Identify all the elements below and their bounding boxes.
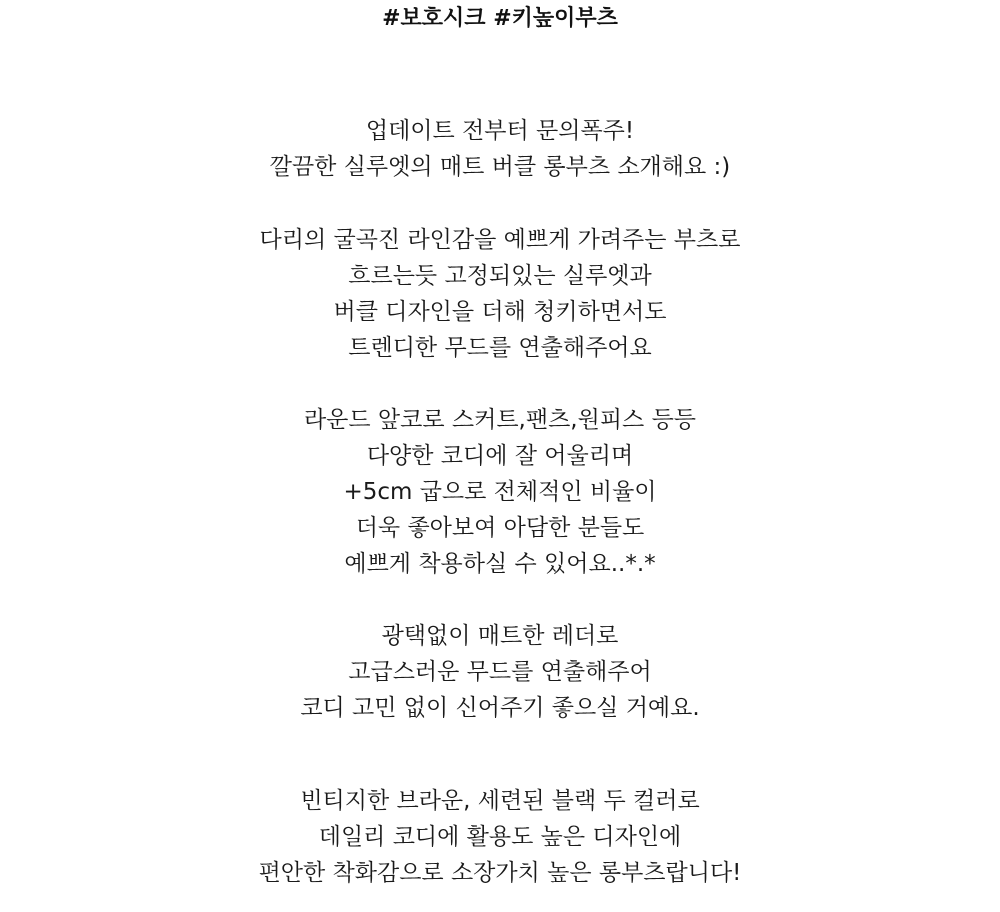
text-line: 코디 고민 없이 신어주기 좋으실 거예요. [300, 695, 700, 721]
paragraph-5 [0, 783, 1000, 891]
text-line: 업데이트 전부터 문의폭주! [365, 118, 635, 144]
text-line: +5cm 굽으로 전체적인 비율이 [343, 479, 657, 505]
text-line: 트렌디한 무드를 연출해주어요 [348, 335, 652, 361]
text-line: 고급스러운 무드를 연출해주어 [348, 659, 652, 685]
paragraph-4 [0, 618, 1000, 726]
text-line: 예쁘게 착용하실 수 있어요..*.* [344, 551, 656, 577]
text-line: 다양한 코디에 잘 어울리며 [366, 443, 634, 469]
text-line: 데일리 코디에 활용도 높은 디자인에 [318, 824, 682, 850]
text-line: 버클 디자인을 더해 청키하면서도 [333, 299, 667, 325]
text-line: 광택없이 매트한 레더로 [381, 623, 619, 649]
text-line: 빈티지한 브라운, 세련된 블랙 두 컬러로 [300, 788, 700, 814]
text-line: 라운드 앞코로 스커트,팬츠,원피스 등등 [303, 407, 697, 433]
text-line: 다리의 굴곡진 라인감을 예쁘게 가려주는 부츠로 [259, 227, 741, 253]
paragraph-1 [0, 113, 1000, 185]
text-line: 편안한 착화감으로 소장가치 높은 롱부츠랍니다! [258, 860, 742, 886]
text-line: 더욱 좋아보여 아담한 분들도 [355, 515, 645, 541]
hashtag-title: #보호시크 #키높이부츠 [382, 6, 618, 31]
paragraph-2 [0, 222, 1000, 366]
paragraph-3 [0, 402, 1000, 582]
text-line: 깔끔한 실루엣의 매트 버클 롱부츠 소개해요 :) [269, 154, 731, 180]
text-line: 흐르는듯 고정되있는 실루엣과 [348, 263, 652, 289]
